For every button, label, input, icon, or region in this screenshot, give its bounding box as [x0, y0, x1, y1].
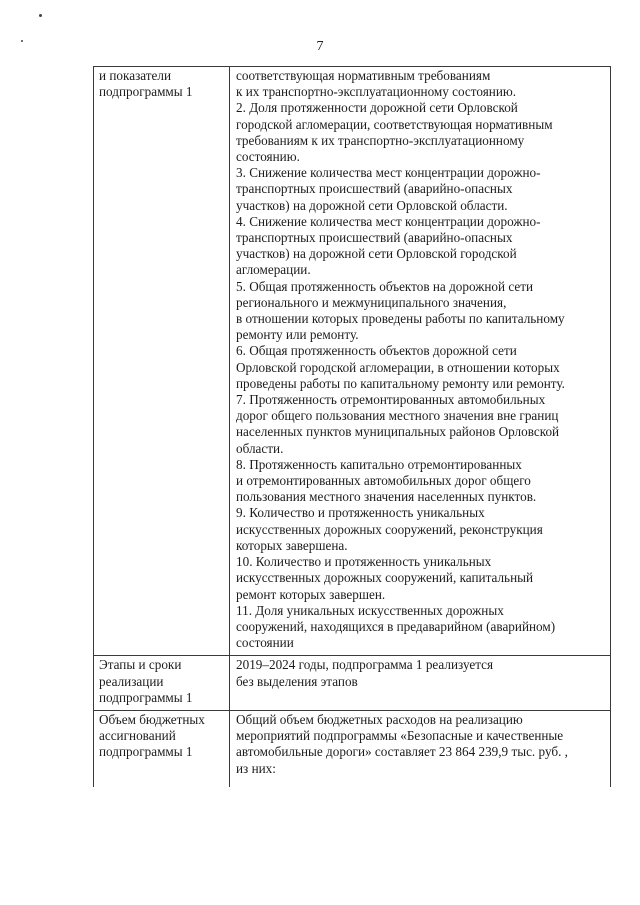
text-line: транспортных происшествий (аварийно-опасных: [236, 230, 513, 246]
text-line: 4. Снижение количества мест концентрации дорожно-: [236, 213, 541, 229]
passport-table: [93, 66, 611, 787]
text-line: сооружений, находящихся в предаварийном (аварийном): [236, 618, 556, 634]
scan-speck: [39, 14, 42, 17]
text-line: проведены работы по капитальному ремонту или ремонту.: [236, 375, 565, 391]
text-line: из них:: [236, 760, 276, 776]
text-line: регионального и межмуниципального значения,: [236, 294, 507, 310]
text-line: автомобильные дороги» составляет 23 864 239,9 тыс. руб. ,: [236, 744, 568, 760]
text-line: дорог общего пользования местного значения вне границ: [236, 408, 559, 424]
text-line: мероприятий подпрограммы «Безопасные и качественные: [236, 728, 564, 744]
row-label-cell: [94, 710, 230, 786]
text-line: ремонту или ремонту.: [236, 327, 359, 343]
text-line: ассигнований: [99, 728, 176, 744]
table-row: [94, 710, 611, 786]
table-row: [94, 67, 611, 656]
text-line: участков) на дорожной сети Орловской городской: [236, 246, 517, 262]
text-line: 3. Снижение количества мест концентрации дорожно-: [236, 165, 541, 181]
text-line: искусственных дорожных сооружений, капитальный: [236, 570, 534, 586]
text-line: 11. Доля уникальных искусственных дорожных: [236, 602, 504, 618]
text-line: ремонт которых завершен.: [236, 586, 386, 602]
text-line: подпрограммы 1: [99, 84, 193, 100]
row-label-cell: [94, 67, 230, 656]
text-line: которых завершена.: [236, 537, 348, 553]
text-line: состоянии: [236, 635, 294, 651]
text-line: городской агломерации, соответствующая нормативным: [236, 116, 553, 132]
text-line: подпрограммы 1: [99, 744, 193, 760]
text-line: искусственных дорожных сооружений, реконструкция: [236, 521, 543, 537]
text-line: соответствующая нормативным требованиям: [236, 68, 491, 83]
text-line: состоянию.: [236, 149, 300, 165]
table-row: [94, 656, 611, 711]
text-line: агломерации.: [236, 262, 311, 278]
text-line: области.: [236, 440, 284, 456]
text-line: пользования местного значения населенных пунктов.: [236, 489, 537, 505]
text-line: 2. Доля протяженности дорожной сети Орловской: [236, 100, 518, 116]
page-number: 7: [316, 39, 324, 54]
text-line: 7. Протяженность отремонтированных автомобильных: [236, 392, 546, 408]
text-line: и показатели: [99, 68, 172, 83]
text-line: подпрограммы 1: [99, 689, 193, 705]
text-line: и отремонтированных автомобильных дорог общего: [236, 473, 531, 489]
text-line: участков) на дорожной сети Орловской области.: [236, 197, 508, 213]
text-line: реализации: [99, 673, 164, 689]
text-line: Орловской городской агломерации, в отношении которых: [236, 359, 560, 375]
text-line: без выделения этапов: [236, 673, 358, 689]
text-line: населенных пунктов муниципальных районов Орловской: [236, 424, 560, 440]
text-line: 2019–2024 годы, подпрограмма 1 реализуется: [236, 657, 494, 673]
row-label-cell: [94, 656, 230, 711]
text-line: транспортных происшествий (аварийно-опасных: [236, 181, 513, 197]
text-line: 6. Общая протяженность объектов дорожной сети: [236, 343, 517, 359]
text-line: 10. Количество и протяженность уникальных: [236, 554, 492, 570]
row-content-cell: [230, 67, 611, 656]
row-content-cell: [230, 656, 611, 711]
row-content-cell: [230, 710, 611, 786]
text-line: к их транспортно-эксплуатационному состоянию.: [236, 84, 517, 100]
text-line: в отношении которых проведены работы по капитальному: [236, 311, 565, 327]
text-line: 8. Протяженность капитально отремонтированных: [236, 456, 522, 472]
text-line: Этапы и сроки: [99, 657, 182, 673]
text-line: 9. Количество и протяженность уникальных: [236, 505, 485, 521]
text-line: Объем бюджетных: [99, 711, 205, 727]
text-line: 5. Общая протяженность объектов на дорожной сети: [236, 278, 534, 294]
text-line: Общий объем бюджетных расходов на реализацию: [236, 711, 523, 727]
text-line: требованиям к их транспортно-эксплуатационному: [236, 132, 525, 148]
